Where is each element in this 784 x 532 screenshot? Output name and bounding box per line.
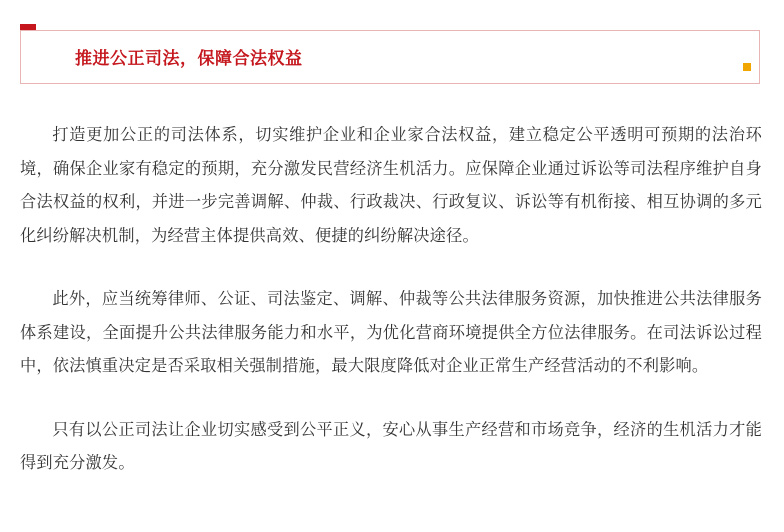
paragraph-3: 只有以公正司法让企业切实感受到公平正义，安心从事生产经营和市场竞争，经济的生机活力才能得到充分激发。: [20, 419, 762, 472]
section-heading-title: 推进公正司法，保障合法权益: [75, 49, 303, 69]
section-heading-box: [20, 30, 760, 84]
article-body: [20, 118, 762, 510]
paragraph-2: 此外，应当统筹律师、公证、司法鉴定、调解、仲裁等公共法律服务资源，加快推进公共法律服务体系建设，全面提升公共法律服务能力和水平，为优化营商环境提供全方位法律服务。在司法诉讼过程中，依法慎重决定是否采取相关强制措施，最大限度降低对企业正常生产经营活动的不利影响。: [20, 289, 762, 375]
heading-accent-square: [743, 63, 751, 71]
paragraph-1: 打造更加公正的司法体系，切实维护企业和企业家合法权益，建立稳定公平透明可预期的法治环境，确保企业家有稳定的预期，充分激发民营经济生机活力。应保障企业通过诉讼等司法程序维护自身合法权益的权利，并进一步完善调解、仲裁、行政裁决、行政复议、诉讼等有机衔接、相互协调的多元化纠纷解决机制，为经营主体提供高效、便捷的纠纷解决途径。: [20, 125, 762, 245]
